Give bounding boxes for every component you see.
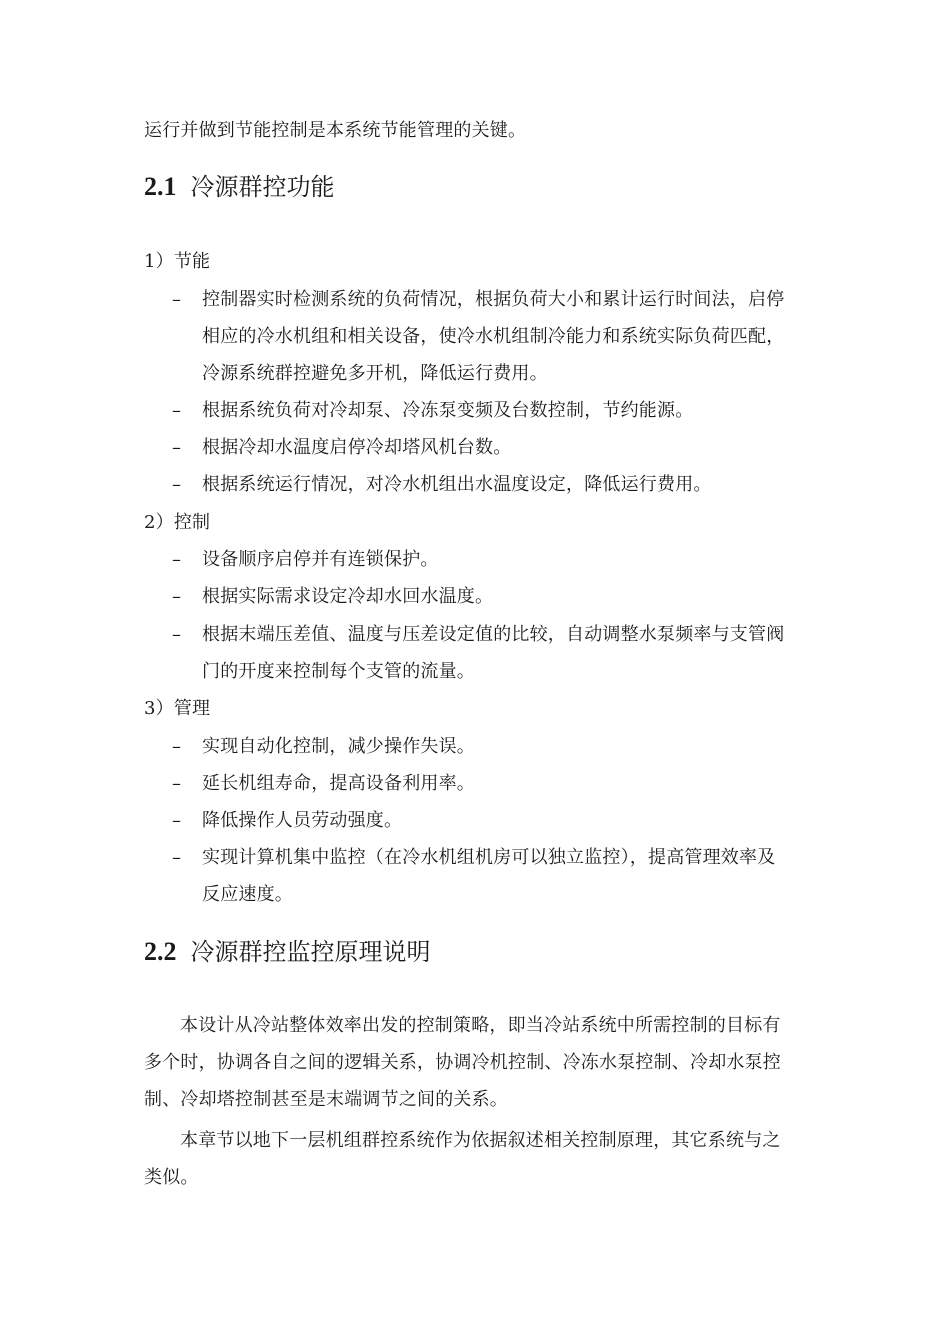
list-item-line: 实现自动化控制，减少操作失误。: [202, 736, 475, 757]
section-heading-2-2: [144, 937, 431, 967]
group-label-energy: 1）节能: [144, 251, 211, 272]
paragraph-line: 本设计从冷站整体效率出发的控制策略，即当冷站系统中所需控制的目标有: [180, 1015, 781, 1036]
list-item-line: 根据实际需求设定冷却水回水温度。: [202, 586, 494, 607]
group-label-management: 3）管理: [144, 698, 211, 719]
list-item-line: 根据冷却水温度启停冷却塔风机台数。: [202, 437, 512, 458]
section-heading-2-1: [144, 172, 335, 202]
bullet-dash: –: [172, 773, 181, 794]
list-item-line: 设备顺序启停并有连锁保护。: [202, 549, 439, 570]
list-item-line: 门的开度来控制每个支管的流量。: [202, 661, 475, 682]
bullet-dash: –: [172, 736, 181, 757]
bullet-dash: –: [172, 549, 181, 570]
bullet-dash: –: [172, 289, 181, 310]
list-item-line: 根据末端压差值、温度与压差设定值的比较，自动调整水泵频率与支管阀: [202, 624, 785, 645]
section-title: 冷源群控功能: [190, 173, 335, 201]
intro-text-line: 运行并做到节能控制是本系统节能管理的关键。: [144, 120, 527, 141]
bullet-dash: –: [172, 847, 181, 868]
list-item-line: 降低操作人员劳动强度。: [202, 810, 403, 831]
section-number: 2.1: [144, 172, 177, 201]
group-label-control: 2）控制: [144, 512, 211, 533]
list-item-line: 实现计算机集中监控（在冷水机组机房可以独立监控），提高管理效率及: [202, 847, 776, 868]
list-item-line: 相应的冷水机组和相关设备，使冷水机组制冷能力和系统实际负荷匹配，: [202, 326, 785, 347]
paragraph-line: 类似。: [144, 1167, 199, 1188]
bullet-dash: –: [172, 400, 181, 421]
bullet-dash: –: [172, 624, 181, 645]
list-item-line: 控制器实时检测系统的负荷情况，根据负荷大小和累计运行时间法，启停: [202, 289, 785, 310]
list-item-line: 冷源系统群控避免多开机，降低运行费用。: [202, 363, 548, 384]
section-title: 冷源群控监控原理说明: [190, 938, 431, 966]
list-item-line: 反应速度。: [202, 884, 293, 905]
list-item-line: 根据系统运行情况，对冷水机组出水温度设定，降低运行费用。: [202, 474, 712, 495]
list-item-line: 延长机组寿命，提高设备利用率。: [202, 773, 475, 794]
bullet-dash: –: [172, 810, 181, 831]
bullet-dash: –: [172, 586, 181, 607]
list-item-line: 根据系统负荷对冷却泵、冷冻泵变频及台数控制，节约能源。: [202, 400, 694, 421]
bullet-dash: –: [172, 437, 181, 458]
paragraph-line: 多个时，协调各自之间的逻辑关系，协调冷机控制、冷冻水泵控制、冷却水泵控: [144, 1052, 781, 1073]
paragraph-line: 制、冷却塔控制甚至是末端调节之间的关系。: [144, 1089, 508, 1110]
paragraph-line: 本章节以地下一层机组群控系统作为依据叙述相关控制原理，其它系统与之: [180, 1130, 781, 1151]
bullet-dash: –: [172, 474, 181, 495]
section-number: 2.2: [144, 937, 177, 966]
